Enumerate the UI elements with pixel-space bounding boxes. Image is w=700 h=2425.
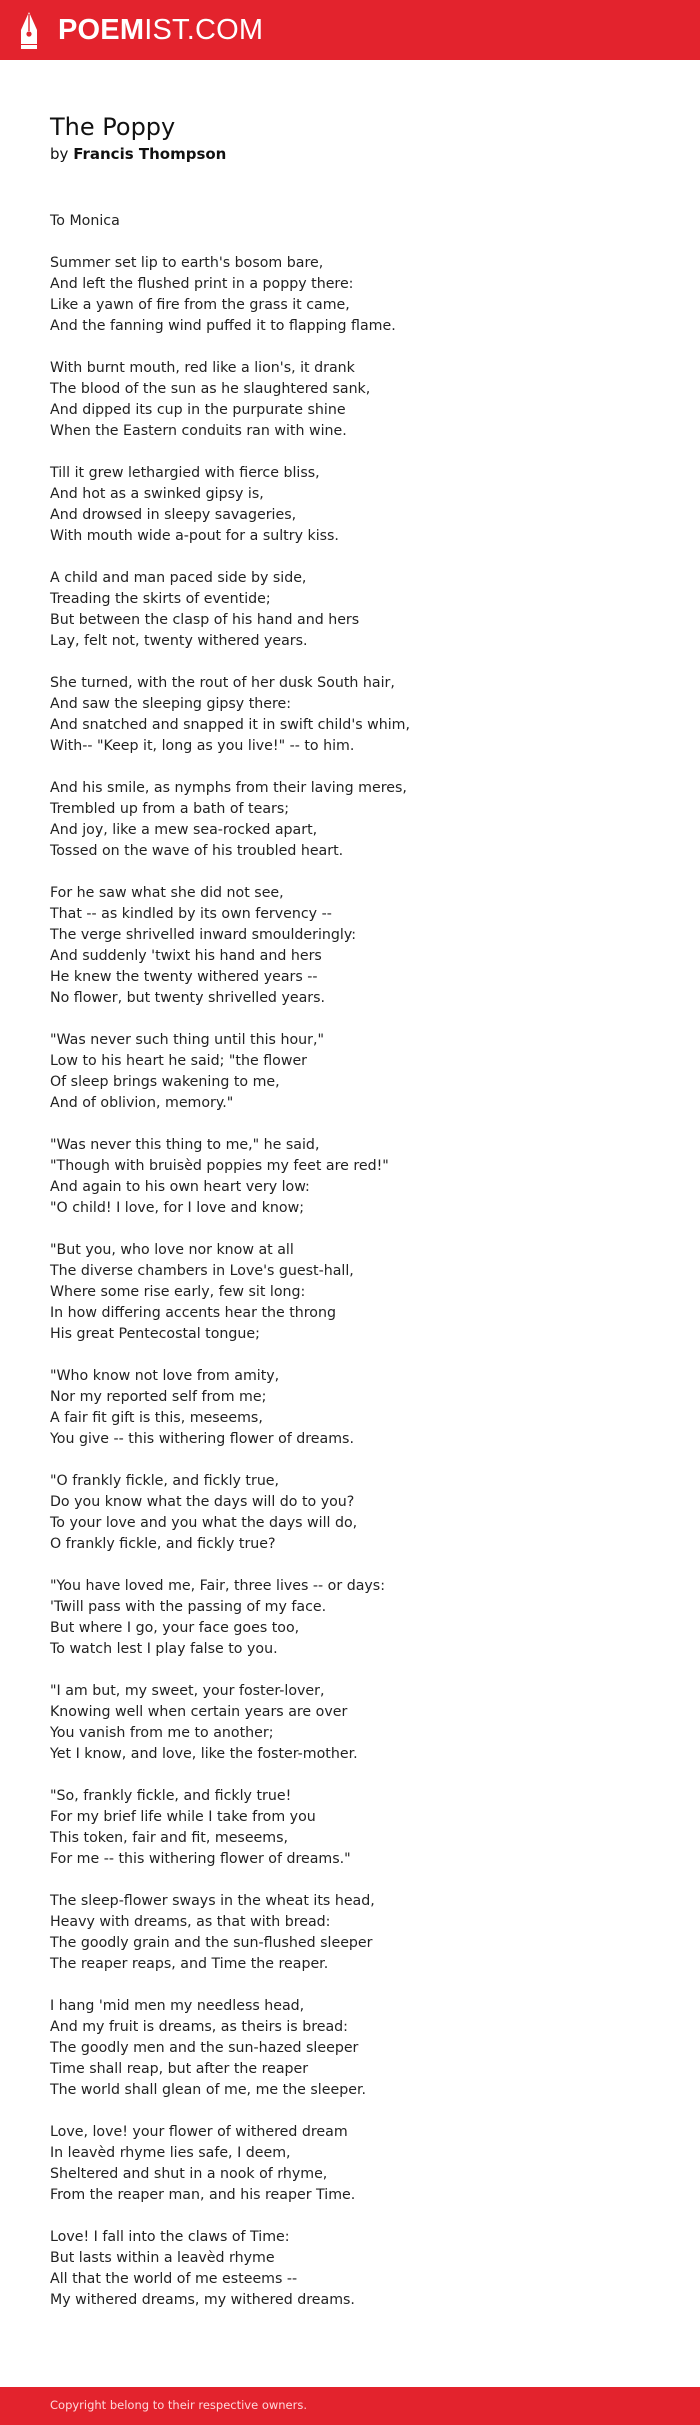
poem-line: Lay, felt not, twenty withered years. xyxy=(50,633,308,649)
poem-line: The reaper reaps, and Time the reaper. xyxy=(50,1956,329,1972)
pen-nib-icon xyxy=(18,10,40,50)
poem-line: The sleep-flower sways in the wheat its head, xyxy=(50,1893,375,1909)
poem-line: Nor my reported self from me; xyxy=(50,1389,267,1405)
stanza xyxy=(50,1030,650,1114)
copyright-notice: Copyright belong to their respective owners. xyxy=(50,2398,308,2412)
poem-line: To watch lest I play false to you. xyxy=(50,1641,278,1657)
site-logo-text xyxy=(58,10,263,50)
stanza xyxy=(50,1576,650,1660)
poem-line: A fair fit gift is this, meseems, xyxy=(50,1410,263,1426)
stanza xyxy=(50,568,650,652)
logo-bold-text: POEM xyxy=(58,14,145,46)
poem-line: Sheltered and shut in a nook of rhyme, xyxy=(50,2166,328,2182)
stanza xyxy=(50,1891,650,1975)
poem-line: The goodly grain and the sun-flushed sleeper xyxy=(50,1935,373,1951)
poem-line: That -- as kindled by its own fervency -- xyxy=(50,906,332,922)
poem-line: 'Twill pass with the passing of my face. xyxy=(50,1599,327,1615)
poem-line: She turned, with the rout of her dusk South hair, xyxy=(50,675,395,691)
poem-line: "Though with bruisèd poppies my feet are red!" xyxy=(50,1158,389,1174)
poem-line: "Was never such thing until this hour," xyxy=(50,1032,324,1048)
poem-line: For me -- this withering flower of dreams." xyxy=(50,1851,351,1867)
poem-line: And suddenly 'twixt his hand and hers xyxy=(50,948,322,964)
stanza xyxy=(50,253,650,337)
stanza xyxy=(50,1366,650,1450)
poem-line: Trembled up from a bath of tears; xyxy=(50,801,290,817)
stanza xyxy=(50,463,650,547)
poem-line: Do you know what the days will do to you? xyxy=(50,1494,355,1510)
poem-line: Till it grew lethargied with fierce bliss, xyxy=(50,465,320,481)
site-logo[interactable] xyxy=(18,10,263,50)
poem-line: "So, frankly fickle, and fickly true! xyxy=(50,1788,292,1804)
by-label: by xyxy=(50,145,69,163)
poem-line: And left the flushed print in a poppy there: xyxy=(50,276,354,292)
poem-line: In leavèd rhyme lies safe, I deem, xyxy=(50,2145,291,2161)
poem-byline xyxy=(50,144,650,164)
poem-line: Low to his heart he said; "the flower xyxy=(50,1053,308,1069)
poem-line: O frankly fickle, and fickly true? xyxy=(50,1536,276,1552)
poem-body xyxy=(50,211,650,2311)
poem-line: With-- "Keep it, long as you live!" -- to him. xyxy=(50,738,355,754)
poem-line: And hot as a swinked gipsy is, xyxy=(50,486,264,502)
poem-line: Heavy with dreams, as that with bread: xyxy=(50,1914,331,1930)
poem-line: Where some rise early, few sit long: xyxy=(50,1284,306,1300)
poem-line: Knowing well when certain years are over xyxy=(50,1704,348,1720)
stanza xyxy=(50,883,650,1009)
poem-line: And dipped its cup in the purpurate shine xyxy=(50,402,346,418)
dedication: To Monica xyxy=(50,213,120,229)
poem-line: For my brief life while I take from you xyxy=(50,1809,316,1825)
poem-line: From the reaper man, and his reaper Time. xyxy=(50,2187,356,2203)
poem-line: "But you, who love nor know at all xyxy=(50,1242,294,1258)
poem-line: No flower, but twenty shrivelled years. xyxy=(50,990,325,1006)
poem-line: But between the clasp of his hand and hers xyxy=(50,612,360,628)
poem-line: The blood of the sun as he slaughtered sank, xyxy=(50,381,371,397)
poem-line: You vanish from me to another; xyxy=(50,1725,274,1741)
poem-line: And of oblivion, memory." xyxy=(50,1095,234,1111)
stanza xyxy=(50,778,650,862)
poem-line: And again to his own heart very low: xyxy=(50,1179,310,1195)
top-bar xyxy=(0,0,700,60)
poem-line: To your love and you what the days will do, xyxy=(50,1515,358,1531)
poem-line: "Was never this thing to me," he said, xyxy=(50,1137,320,1153)
poem-content xyxy=(50,112,650,2332)
poem-line: I hang 'mid men my needless head, xyxy=(50,1998,305,2014)
stanza xyxy=(50,1471,650,1555)
author-link[interactable]: Francis Thompson xyxy=(73,145,227,163)
poem-line: The diverse chambers in Love's guest-hall, xyxy=(50,1263,354,1279)
poem-line: In how differing accents hear the throng xyxy=(50,1305,336,1321)
poem-line: The verge shrivelled inward smoulderingly: xyxy=(50,927,357,943)
poem-line: But where I go, your face goes too, xyxy=(50,1620,300,1636)
stanza xyxy=(50,358,650,442)
poem-line: And snatched and snapped it in swift child's whim, xyxy=(50,717,410,733)
poem-line: The goodly men and the sun-hazed sleeper xyxy=(50,2040,359,2056)
stanza xyxy=(50,2122,650,2206)
poem-line: He knew the twenty withered years -- xyxy=(50,969,318,985)
poem-line: The world shall glean of me, me the sleeper. xyxy=(50,2082,366,2098)
poem-line: And joy, like a mew sea-rocked apart, xyxy=(50,822,318,838)
poem-line: Like a yawn of fire from the grass it came, xyxy=(50,297,350,313)
stanza xyxy=(50,1996,650,2101)
stanza xyxy=(50,1786,650,1870)
poem-line: "O child! I love, for I love and know; xyxy=(50,1200,304,1216)
poem-line: Summer set lip to earth's bosom bare, xyxy=(50,255,324,271)
poem-line: And my fruit is dreams, as theirs is bread: xyxy=(50,2019,348,2035)
poem-line: You give -- this withering flower of dreams. xyxy=(50,1431,354,1447)
poem-line: Treading the skirts of eventide; xyxy=(50,591,271,607)
poem-line: Yet I know, and love, like the foster-mother. xyxy=(50,1746,358,1762)
poem-line: Love, love! your flower of withered dream xyxy=(50,2124,348,2140)
poem-line: And his smile, as nymphs from their laving meres, xyxy=(50,780,407,796)
poem-line: With burnt mouth, red like a lion's, it drank xyxy=(50,360,355,376)
poem-line: And the fanning wind puffed it to flapping flame. xyxy=(50,318,396,334)
poem-line: This token, fair and fit, meseems, xyxy=(50,1830,289,1846)
poem-line: "You have loved me, Fair, three lives -- or days: xyxy=(50,1578,385,1594)
stanza xyxy=(50,2227,650,2311)
poem-line: His great Pentecostal tongue; xyxy=(50,1326,260,1342)
logo-light-text: IST.COM xyxy=(144,14,264,46)
poem-line: With mouth wide a-pout for a sultry kiss. xyxy=(50,528,339,544)
poem-line: "I am but, my sweet, your foster-lover, xyxy=(50,1683,325,1699)
footer-bar xyxy=(0,2387,700,2425)
poem-line: All that the world of me esteems -- xyxy=(50,2271,298,2287)
poem-title: The Poppy xyxy=(50,113,176,141)
poem-line: When the Eastern conduits ran with wine. xyxy=(50,423,347,439)
poem-line: A child and man paced side by side, xyxy=(50,570,307,586)
poem-line: And saw the sleeping gipsy there: xyxy=(50,696,292,712)
poem-line: "Who know not love from amity, xyxy=(50,1368,280,1384)
poem-line: Tossed on the wave of his troubled heart. xyxy=(50,843,344,859)
poem-line: Time shall reap, but after the reaper xyxy=(50,2061,309,2077)
poem-line: "O frankly fickle, and fickly true, xyxy=(50,1473,280,1489)
stanza xyxy=(50,1240,650,1345)
poem-line: My withered dreams, my withered dreams. xyxy=(50,2292,355,2308)
poem-line: Love! I fall into the claws of Time: xyxy=(50,2229,290,2245)
stanza xyxy=(50,1681,650,1765)
poem-line: For he saw what she did not see, xyxy=(50,885,284,901)
poem-line: And drowsed in sleepy savageries, xyxy=(50,507,297,523)
stanza xyxy=(50,673,650,757)
stanza xyxy=(50,1135,650,1219)
poem-line: But lasts within a leavèd rhyme xyxy=(50,2250,275,2266)
poem-line: Of sleep brings wakening to me, xyxy=(50,1074,280,1090)
